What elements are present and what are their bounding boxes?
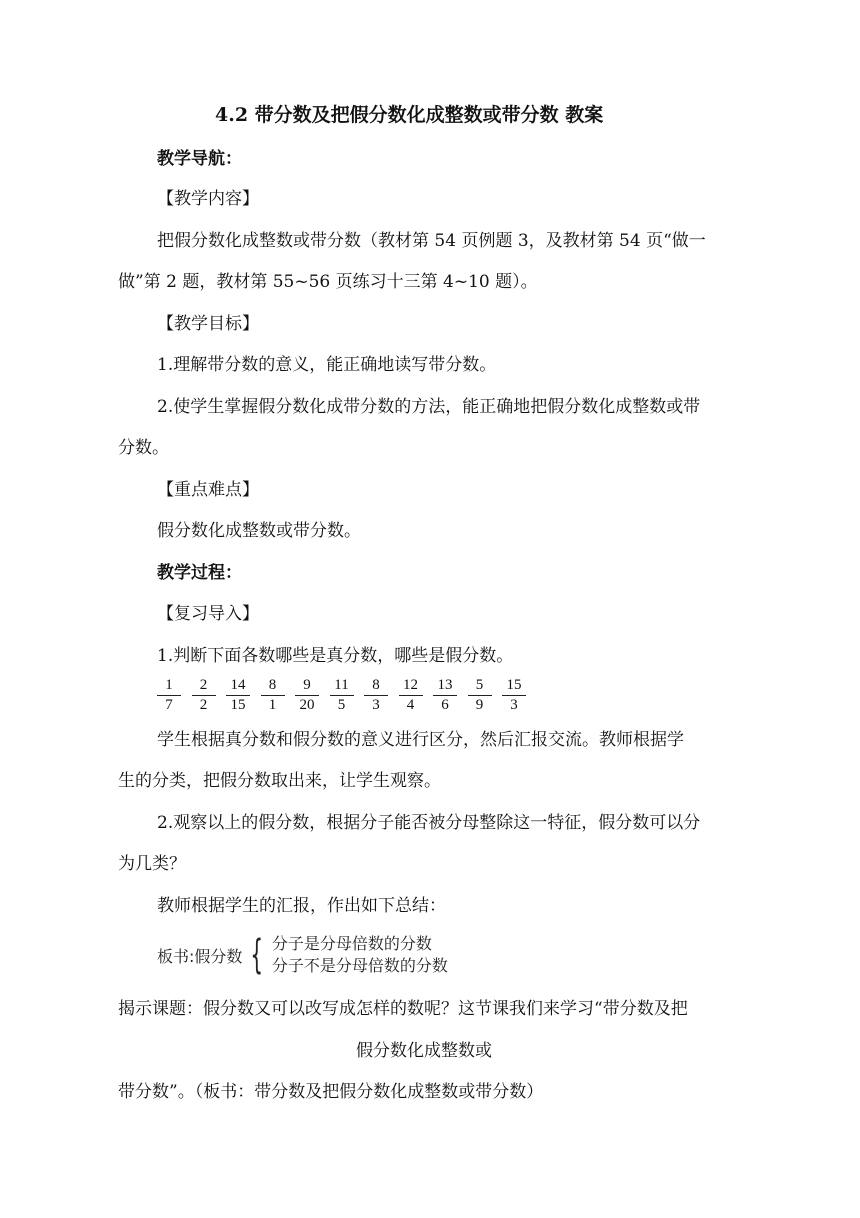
board-line-2: 分子不是分母倍数的分数 bbox=[271, 956, 448, 975]
fraction bbox=[330, 678, 354, 713]
fraction-bar bbox=[226, 695, 250, 696]
reveal-line-1: 揭示课题：假分数又可以改写成怎样的数呢？这节课我们来学习“带分数及把 bbox=[118, 999, 688, 1019]
fraction-denominator: 20 bbox=[299, 697, 315, 713]
fraction-bar bbox=[295, 695, 319, 696]
fraction-denominator: 7 bbox=[165, 697, 173, 713]
brace-icon: { bbox=[250, 932, 264, 978]
goal-1: 1.理解带分数的意义，能正确地读写带分数。 bbox=[157, 355, 497, 375]
review-paragraph-line-2: 生的分类，把假分数取出来，让学生观察。 bbox=[118, 771, 441, 791]
fraction-numerator: 11 bbox=[334, 677, 349, 693]
fraction bbox=[295, 678, 319, 713]
fraction-denominator: 3 bbox=[510, 697, 518, 713]
fraction bbox=[468, 678, 492, 713]
fraction-bar bbox=[192, 695, 216, 696]
page-title: 4.2 带分数及把假分数化成整数或带分数 教案 bbox=[215, 104, 604, 126]
fraction-bar bbox=[261, 695, 285, 696]
fraction-numerator: 14 bbox=[230, 677, 246, 693]
fraction bbox=[261, 678, 285, 713]
fraction bbox=[364, 678, 388, 713]
key-heading: 【重点难点】 bbox=[157, 480, 259, 500]
goal-2-line-1: 2.使学生掌握假分数化成带分数的方法，能正确地把假分数化成整数或带 bbox=[157, 397, 701, 417]
fraction-bar bbox=[364, 695, 388, 696]
fraction-denominator: 3 bbox=[372, 697, 380, 713]
fraction bbox=[433, 678, 457, 713]
fraction-bar bbox=[468, 695, 492, 696]
fraction-numerator: 15 bbox=[506, 677, 522, 693]
fraction-denominator: 5 bbox=[337, 697, 346, 713]
review-paragraph-line-1: 学生根据真分数和假分数的意义进行区分，然后汇报交流。教师根据学 bbox=[157, 730, 684, 750]
fraction-bar bbox=[330, 695, 354, 696]
goal-2-line-2: 分数。 bbox=[118, 438, 169, 458]
board-line-1: 分子是分母倍数的分数 bbox=[271, 934, 432, 953]
fraction-bar bbox=[433, 695, 457, 696]
fraction-numerator: 8 bbox=[268, 677, 277, 693]
fraction bbox=[157, 678, 181, 713]
fraction-denominator: 4 bbox=[406, 697, 415, 713]
fraction-numerator: 1 bbox=[165, 677, 173, 693]
fraction-numerator: 5 bbox=[475, 677, 484, 693]
review-item-2-line-2: 为几类？ bbox=[118, 854, 186, 874]
reveal-line-2: 假分数化成整数或 bbox=[356, 1041, 492, 1061]
goal-heading: 【教学目标】 bbox=[157, 314, 259, 334]
fraction-numerator: 2 bbox=[199, 677, 208, 693]
review-item-2-line-1: 2.观察以上的假分数，根据分子能否被分母整除这一特征，假分数可以分 bbox=[157, 813, 701, 833]
summary-intro: 教师根据学生的汇报，作出如下总结： bbox=[157, 896, 446, 916]
fraction bbox=[226, 678, 250, 713]
content-text-line-1: 把假分数化成整数或带分数（教材第 54 页例题 3，及教材第 54 页“做一 bbox=[157, 231, 706, 251]
nav-heading: 教学导航： bbox=[157, 149, 242, 169]
fraction-denominator: 9 bbox=[475, 697, 484, 713]
fraction-list bbox=[157, 678, 537, 713]
fraction-denominator: 1 bbox=[268, 697, 277, 713]
fraction-bar bbox=[502, 695, 526, 696]
fraction bbox=[192, 678, 216, 713]
fraction bbox=[502, 678, 526, 713]
fraction bbox=[399, 678, 423, 713]
fraction-bar bbox=[399, 695, 423, 696]
key-text: 假分数化成整数或带分数。 bbox=[157, 521, 361, 541]
fraction-numerator: 8 bbox=[372, 677, 380, 693]
reveal-line-3: 带分数”。（板书：带分数及把假分数化成整数或带分数） bbox=[118, 1082, 544, 1102]
content-text-line-2: 做”第 2 题，教材第 55~56 页练习十三第 4~10 题）。 bbox=[118, 272, 538, 292]
fraction-denominator: 15 bbox=[230, 697, 246, 713]
review-item-1: 1.判断下面各数哪些是真分数，哪些是假分数。 bbox=[157, 646, 514, 666]
fraction-denominator: 6 bbox=[441, 697, 449, 713]
blackboard-summary bbox=[157, 933, 448, 977]
fraction-numerator: 9 bbox=[303, 677, 311, 693]
content-heading: 【教学内容】 bbox=[157, 189, 259, 209]
board-label: 板书:假分数 bbox=[157, 946, 243, 966]
fraction-bar bbox=[157, 695, 181, 696]
fraction-numerator: 12 bbox=[403, 677, 418, 693]
review-heading: 【复习导入】 bbox=[157, 604, 259, 624]
fraction-numerator: 13 bbox=[437, 677, 453, 693]
process-heading: 教学过程： bbox=[157, 563, 242, 583]
fraction-denominator: 2 bbox=[199, 697, 208, 713]
